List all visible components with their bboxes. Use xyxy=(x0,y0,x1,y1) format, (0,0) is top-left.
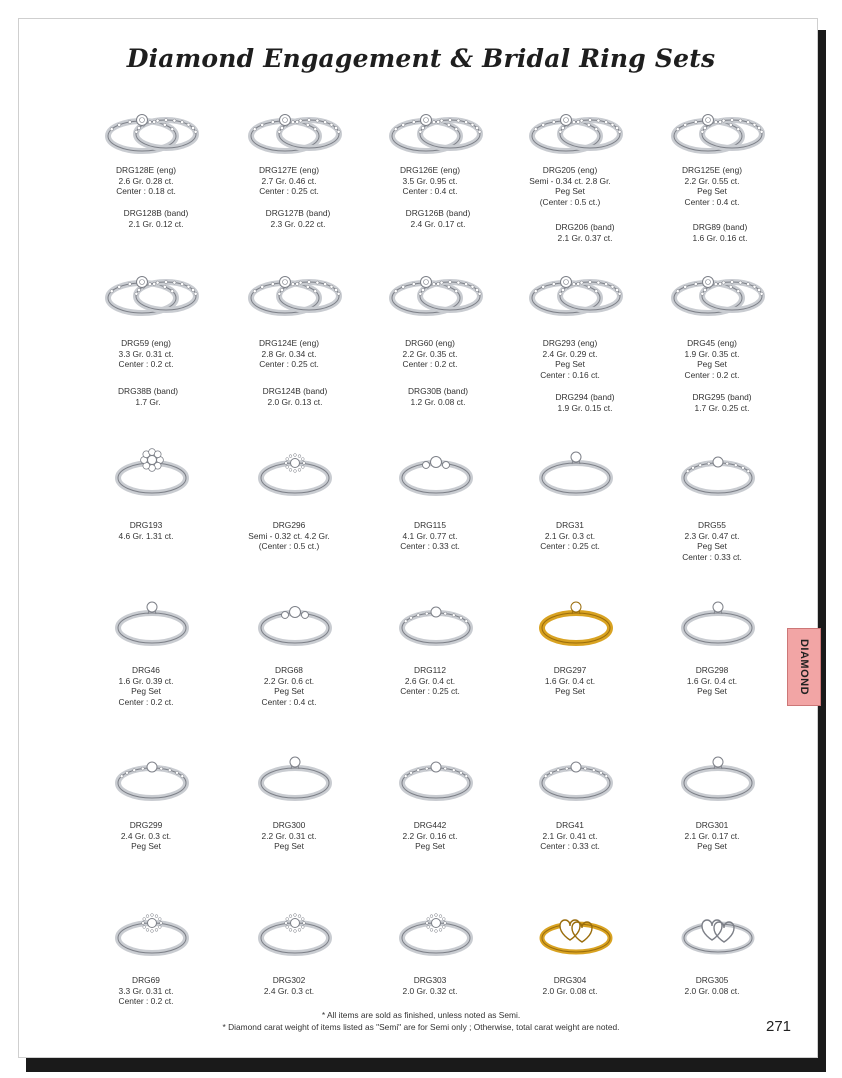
ring-image-drg55 xyxy=(668,440,768,500)
caption-line: 2.1 Gr. 0.41 ct. xyxy=(542,830,598,841)
caption-line: DRG69 xyxy=(132,975,160,985)
caption-line: DRG205 (eng) xyxy=(542,165,598,175)
ring-caption-drg125e xyxy=(682,165,742,207)
caption-line: (Center : 0.5 ct.) xyxy=(258,541,320,552)
ring-caption-drg41 xyxy=(540,820,600,852)
side-tab-label: DIAMOND xyxy=(798,638,810,696)
caption-line: DRG31 xyxy=(556,520,584,530)
ring-image-drg127e xyxy=(243,100,347,160)
caption-line: DRG298 xyxy=(695,665,729,675)
caption-line: Center : 0.4 ct. xyxy=(684,196,740,207)
ring-image-drg126e xyxy=(384,100,488,160)
caption-line: DRG30B (band) xyxy=(407,386,469,396)
caption-line: 1.9 Gr. 0.35 ct. xyxy=(684,348,740,359)
caption-line: DRG193 xyxy=(129,520,163,530)
caption-line: 4.6 Gr. 1.31 ct. xyxy=(118,530,174,541)
caption-line: DRG296 xyxy=(272,520,306,530)
ring-image-drg303 xyxy=(386,900,486,960)
caption-line: 2.0 Gr. 0.08 ct. xyxy=(684,985,740,996)
caption-line: 2.8 Gr. 0.34 ct. xyxy=(261,348,317,359)
caption-line: Peg Set xyxy=(131,686,161,697)
caption-line: 2.7 Gr. 0.46 ct. xyxy=(261,175,317,186)
caption-line: 2.0 Gr. 0.13 ct. xyxy=(267,396,323,407)
ring-caption-drg305 xyxy=(685,975,740,996)
ring-image-drg442 xyxy=(386,745,486,805)
ring-image-drg41 xyxy=(526,745,626,805)
caption-line: 2.2 Gr. 0.55 ct. xyxy=(684,175,740,186)
caption-line: Center : 0.4 ct. xyxy=(261,696,317,707)
caption-line: DRG55 xyxy=(698,520,726,530)
caption-line: Center : 0.33 ct. xyxy=(400,541,460,552)
ring-image-drg125e xyxy=(666,100,770,160)
ring-caption-drg68 xyxy=(262,665,317,707)
ring-caption-drg302 xyxy=(264,975,314,996)
band-caption-drg45 xyxy=(692,392,751,413)
ring-image-drg193 xyxy=(102,440,202,500)
ring-caption-drg303 xyxy=(403,975,458,996)
caption-line: Center : 0.2 ct. xyxy=(118,996,174,1007)
caption-line: (Center : 0.5 ct.) xyxy=(539,196,601,207)
caption-line: DRG126B (band) xyxy=(405,208,471,218)
ring-caption-drg128e xyxy=(116,165,176,197)
caption-line: Peg Set xyxy=(274,686,304,697)
caption-line: Peg Set xyxy=(697,186,727,197)
page-number: 271 xyxy=(766,1018,792,1035)
caption-line: Semi - 0.34 ct. 2.8 Gr. xyxy=(529,175,611,186)
ring-image-drg124e xyxy=(243,262,347,322)
caption-line: DRG293 (eng) xyxy=(542,338,598,348)
footnote-2: * Diamond carat weight of items listed as "Semi" are for Semi only ; Otherwise, total carat weight are noted. xyxy=(222,1022,620,1032)
page-title: Diamond Engagement & Bridal Ring Sets xyxy=(126,44,716,73)
caption-line: Center : 0.2 ct. xyxy=(118,696,174,707)
diamond-side-tab[interactable] xyxy=(787,628,821,706)
ring-caption-drg301 xyxy=(685,820,740,852)
ring-caption-drg124e xyxy=(259,338,319,370)
caption-line: 2.3 Gr. 0.47 ct. xyxy=(684,530,740,541)
caption-line: 2.1 Gr. 0.37 ct. xyxy=(557,232,613,243)
caption-line: DRG46 xyxy=(132,665,160,675)
caption-line: 3.3 Gr. 0.31 ct. xyxy=(118,348,174,359)
caption-line: DRG300 xyxy=(272,820,306,830)
caption-line: 2.4 Gr. 0.17 ct. xyxy=(410,218,466,229)
caption-line: 1.6 Gr. 0.16 ct. xyxy=(692,232,748,243)
caption-line: DRG297 xyxy=(553,665,587,675)
ring-image-drg298 xyxy=(668,590,768,650)
ring-image-drg301 xyxy=(668,745,768,805)
ring-image-drg115 xyxy=(386,440,486,500)
caption-line: DRG206 (band) xyxy=(555,222,615,232)
caption-line: DRG442 xyxy=(413,820,447,830)
ring-image-drg112 xyxy=(386,590,486,650)
ring-caption-drg298 xyxy=(687,665,737,697)
ring-caption-drg300 xyxy=(262,820,317,852)
ring-image-drg299 xyxy=(102,745,202,805)
caption-line: DRG305 xyxy=(695,975,729,985)
ring-caption-drg59 xyxy=(119,338,174,370)
ring-caption-drg60 xyxy=(403,338,458,370)
caption-line: Peg Set xyxy=(274,841,304,852)
ring-caption-drg31 xyxy=(540,520,600,552)
caption-line: DRG68 xyxy=(275,665,303,675)
ring-caption-drg297 xyxy=(545,665,595,697)
caption-line: Center : 0.4 ct. xyxy=(402,186,458,197)
caption-line: 2.4 Gr. 0.3 ct. xyxy=(263,985,315,996)
caption-line: DRG301 xyxy=(695,820,729,830)
ring-caption-drg304 xyxy=(543,975,598,996)
band-caption-drg126e xyxy=(406,208,471,229)
caption-line: 2.0 Gr. 0.32 ct. xyxy=(402,985,458,996)
caption-line: Center : 0.2 ct. xyxy=(118,359,174,370)
caption-line: DRG112 xyxy=(414,665,446,675)
caption-line: DRG124E (eng) xyxy=(258,338,320,348)
caption-line: 1.9 Gr. 0.15 ct. xyxy=(557,402,613,413)
ring-image-drg59 xyxy=(100,262,204,322)
caption-line: DRG125E (eng) xyxy=(681,165,743,175)
ring-image-drg304 xyxy=(526,900,626,960)
ring-image-drg300 xyxy=(245,745,345,805)
caption-line: 3.3 Gr. 0.31 ct. xyxy=(118,985,174,996)
caption-line: 1.6 Gr. 0.4 ct. xyxy=(686,675,738,686)
caption-line: Center : 0.18 ct. xyxy=(116,186,176,197)
ring-image-drg60 xyxy=(384,262,488,322)
caption-line: DRG126E (eng) xyxy=(399,165,461,175)
ring-caption-drg442 xyxy=(403,820,458,852)
caption-line: DRG127E (eng) xyxy=(258,165,320,175)
band-caption-drg293 xyxy=(555,392,614,413)
caption-line: 2.2 Gr. 0.31 ct. xyxy=(261,830,317,841)
ring-image-drg297 xyxy=(526,590,626,650)
ring-caption-drg45 xyxy=(685,338,740,380)
ring-caption-drg193 xyxy=(119,520,174,541)
caption-line: 1.7 Gr. 0.25 ct. xyxy=(694,402,750,413)
ring-image-drg296 xyxy=(245,440,345,500)
caption-line: Peg Set xyxy=(555,359,585,370)
caption-line: 3.5 Gr. 0.95 ct. xyxy=(402,175,458,186)
caption-line: DRG128B (band) xyxy=(123,208,189,218)
caption-line: DRG59 (eng) xyxy=(121,338,171,348)
band-caption-drg59 xyxy=(118,386,178,407)
ring-caption-drg293 xyxy=(540,338,600,380)
caption-line: Semi - 0.32 ct. 4.2 Gr. xyxy=(248,530,330,541)
caption-line: Peg Set xyxy=(555,186,585,197)
caption-line: DRG115 xyxy=(414,520,446,530)
caption-line: Peg Set xyxy=(697,841,727,852)
band-caption-drg205 xyxy=(555,222,614,243)
caption-line: 4.1 Gr. 0.77 ct. xyxy=(402,530,458,541)
caption-line: 2.4 Gr. 0.3 ct. xyxy=(120,830,172,841)
ring-caption-drg115 xyxy=(400,520,460,552)
caption-line: 2.6 Gr. 0.28 ct. xyxy=(118,175,174,186)
ring-caption-drg205 xyxy=(529,165,610,207)
caption-line: 1.2 Gr. 0.08 ct. xyxy=(410,396,466,407)
caption-line: Center : 0.2 ct. xyxy=(402,359,458,370)
caption-line: DRG294 (band) xyxy=(555,392,615,402)
caption-line: 2.6 Gr. 0.4 ct. xyxy=(404,675,456,686)
band-caption-drg127e xyxy=(266,208,331,229)
caption-line: 2.0 Gr. 0.08 ct. xyxy=(542,985,598,996)
caption-line: Peg Set xyxy=(697,359,727,370)
caption-line: Peg Set xyxy=(555,686,585,697)
caption-line: Peg Set xyxy=(697,686,727,697)
band-caption-drg124e xyxy=(263,386,328,407)
caption-line: Center : 0.2 ct. xyxy=(684,369,740,380)
caption-line: 2.4 Gr. 0.29 ct. xyxy=(542,348,598,359)
caption-line: 2.1 Gr. 0.12 ct. xyxy=(128,218,184,229)
caption-line: DRG124B (band) xyxy=(262,386,328,396)
caption-line: 1.7 Gr. xyxy=(135,396,161,407)
caption-line: DRG45 (eng) xyxy=(687,338,737,348)
caption-line: DRG89 (band) xyxy=(692,222,748,232)
ring-caption-drg55 xyxy=(682,520,742,562)
caption-line: 2.2 Gr. 0.35 ct. xyxy=(402,348,458,359)
ring-caption-drg127e xyxy=(259,165,319,197)
caption-line: DRG38B (band) xyxy=(117,386,179,396)
band-caption-drg60 xyxy=(408,386,468,407)
ring-image-drg128e xyxy=(100,100,204,160)
ring-image-drg302 xyxy=(245,900,345,960)
caption-line: 2.1 Gr. 0.3 ct. xyxy=(544,530,596,541)
caption-line: Peg Set xyxy=(415,841,445,852)
caption-line: Peg Set xyxy=(131,841,161,852)
ring-caption-drg46 xyxy=(119,665,174,707)
caption-line: DRG303 xyxy=(413,975,447,985)
ring-caption-drg126e xyxy=(400,165,460,197)
ring-caption-drg299 xyxy=(121,820,171,852)
ring-caption-drg69 xyxy=(119,975,174,1007)
caption-line: 1.6 Gr. 0.39 ct. xyxy=(118,675,174,686)
caption-line: DRG127B (band) xyxy=(265,208,331,218)
ring-image-drg68 xyxy=(245,590,345,650)
caption-line: Center : 0.25 ct. xyxy=(259,186,319,197)
caption-line: 2.2 Gr. 0.6 ct. xyxy=(263,675,315,686)
caption-line: Center : 0.33 ct. xyxy=(540,841,600,852)
ring-image-drg45 xyxy=(666,262,770,322)
footnote-1: * All items are sold as finished, unless noted as Semi. xyxy=(321,1010,521,1020)
ring-image-drg31 xyxy=(526,440,626,500)
ring-image-drg305 xyxy=(668,900,768,960)
band-caption-drg128e xyxy=(124,208,189,229)
caption-line: Center : 0.25 ct. xyxy=(540,541,600,552)
caption-line: Peg Set xyxy=(697,541,727,552)
caption-line: DRG295 (band) xyxy=(692,392,752,402)
caption-line: Center : 0.33 ct. xyxy=(682,551,742,562)
caption-line: Center : 0.25 ct. xyxy=(400,686,460,697)
ring-caption-drg296 xyxy=(248,520,329,552)
band-caption-drg125e xyxy=(693,222,748,243)
caption-line: DRG41 xyxy=(556,820,584,830)
caption-line: DRG302 xyxy=(272,975,306,985)
caption-line: DRG304 xyxy=(553,975,587,985)
ring-image-drg205 xyxy=(524,100,628,160)
ring-image-drg69 xyxy=(102,900,202,960)
caption-line: Center : 0.25 ct. xyxy=(259,359,319,370)
ring-image-drg46 xyxy=(102,590,202,650)
caption-line: DRG299 xyxy=(129,820,163,830)
caption-line: 2.1 Gr. 0.17 ct. xyxy=(684,830,740,841)
caption-line: DRG60 (eng) xyxy=(405,338,455,348)
caption-line: 2.3 Gr. 0.22 ct. xyxy=(270,218,326,229)
caption-line: DRG128E (eng) xyxy=(115,165,177,175)
ring-image-drg293 xyxy=(524,262,628,322)
caption-line: Center : 0.16 ct. xyxy=(540,369,600,380)
caption-line: 2.2 Gr. 0.16 ct. xyxy=(402,830,458,841)
ring-caption-drg112 xyxy=(400,665,460,697)
caption-line: 1.6 Gr. 0.4 ct. xyxy=(544,675,596,686)
